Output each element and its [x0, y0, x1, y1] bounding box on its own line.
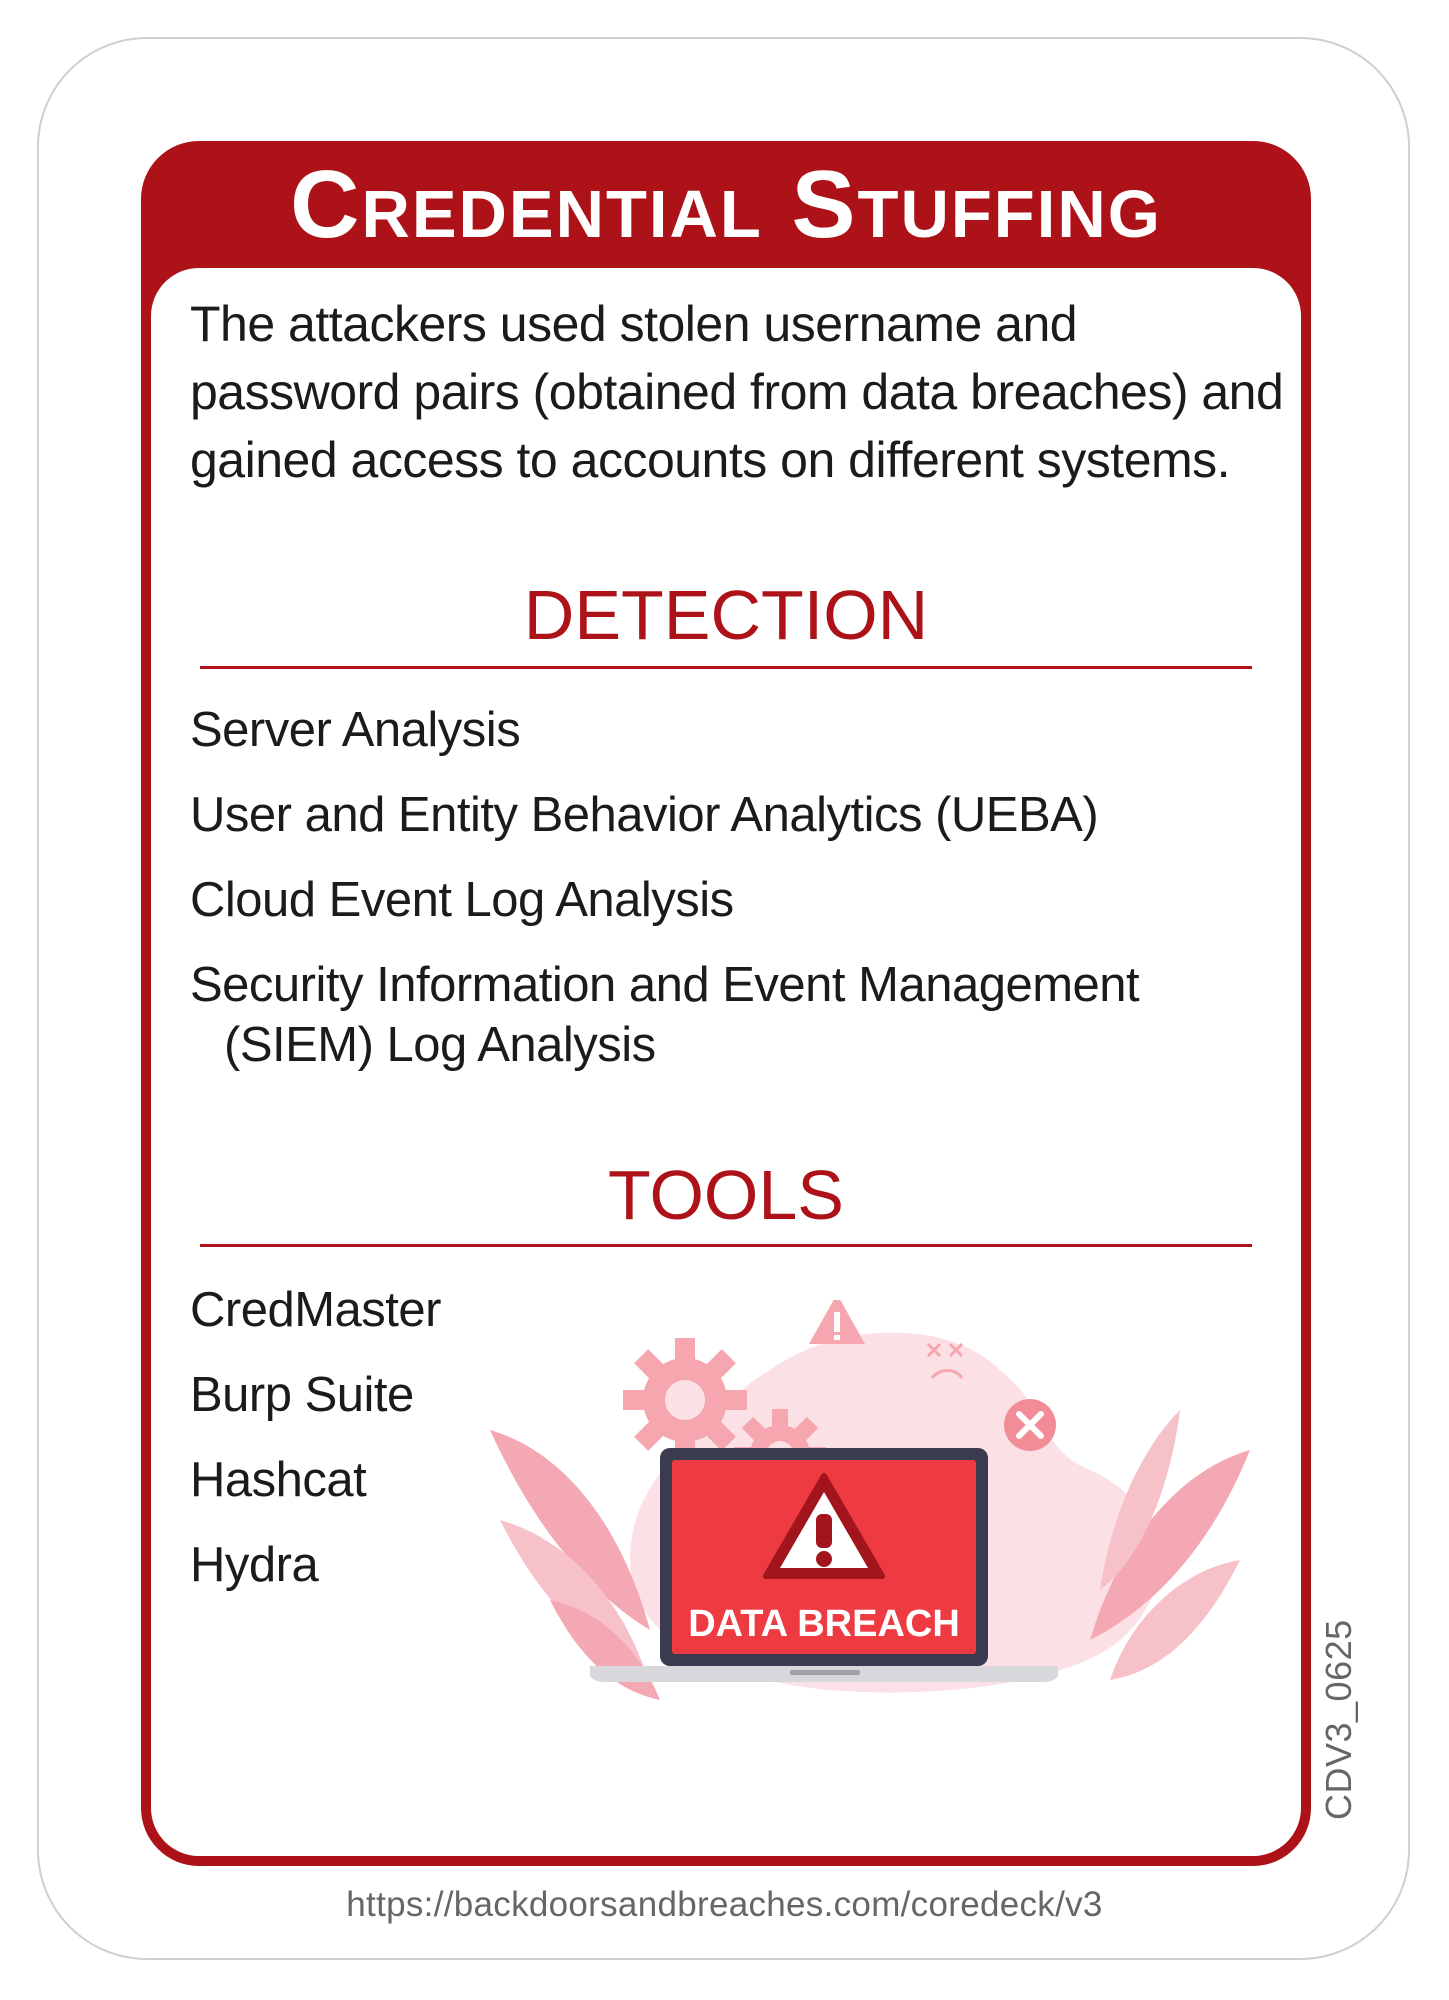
detection-item: Cloud Event Log Analysis [190, 873, 734, 927]
data-breach-illustration [480, 1300, 1260, 1790]
card-title: Credential Stuffing [290, 151, 1162, 258]
tool-item: CredMaster [190, 1283, 441, 1337]
laptop-icon [590, 1448, 1058, 1682]
close-icon [1004, 1399, 1056, 1451]
card-description: The attackers used stolen username and password pairs (obtained from data breaches) and gained access to accounts on different systems. [190, 296, 1284, 488]
card-code: CDV3_0625 [1318, 1619, 1359, 1820]
tools-heading: TOOLS [607, 1156, 844, 1234]
gear-icon [623, 1338, 747, 1462]
tool-item: Hydra [190, 1538, 319, 1592]
detection-item: Security Information and Event Management [190, 958, 1140, 1012]
tools-divider [200, 1244, 1252, 1247]
card-url: https://backdoorsandbreaches.com/coredeck/v3 [346, 1885, 1103, 1924]
detection-item: Server Analysis [190, 703, 521, 757]
warning-icon-small [809, 1300, 865, 1344]
detection-item: User and Entity Behavior Analytics (UEBA) [190, 788, 1099, 842]
tool-item: Burp Suite [190, 1368, 414, 1422]
laptop-screen-text: DATA BREACH [688, 1603, 960, 1645]
detection-divider [200, 666, 1252, 669]
tool-item: Hashcat [190, 1453, 367, 1507]
detection-item-continued: (SIEM) Log Analysis [224, 1018, 656, 1072]
detection-heading: DETECTION [523, 576, 929, 654]
